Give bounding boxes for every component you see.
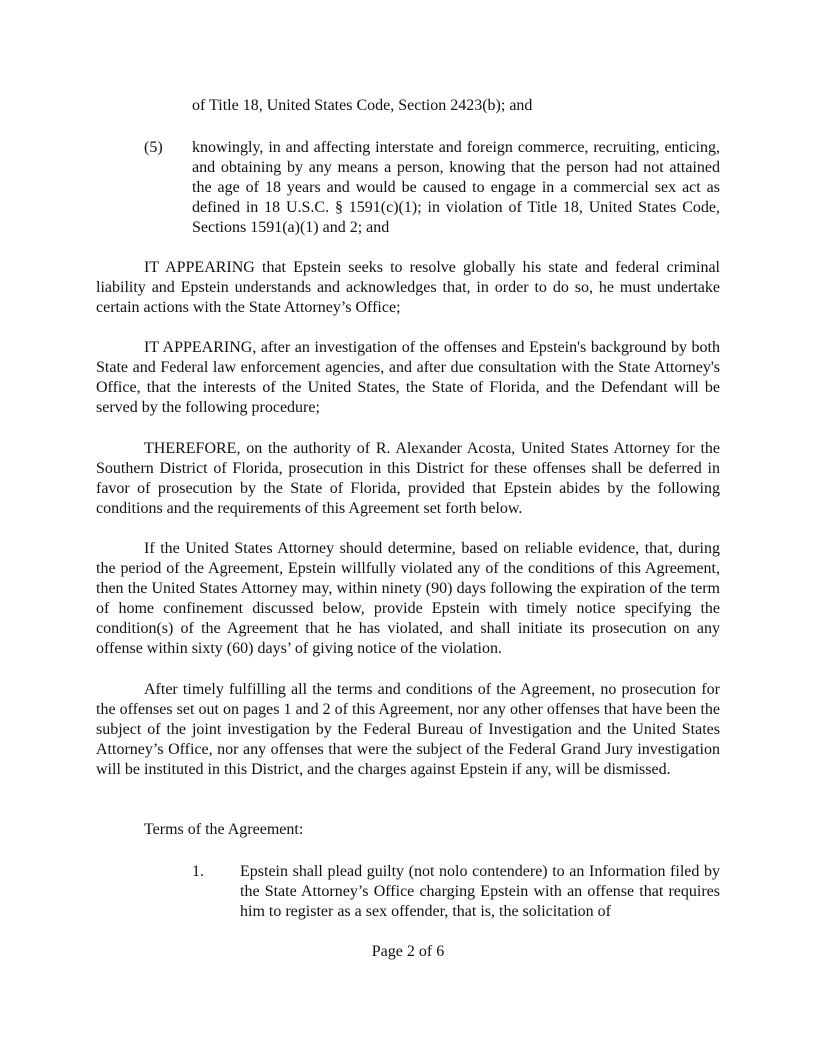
paragraph-no-prosecution: After timely fulfilling all the terms and conditions of the Agreement, no prosecution for the offenses set out on pages 1 and 2 of this Agreement, nor any other offenses that have been the subject of the joint investigation by the Federal Bureau of Investigation and the United States Attorney’s Office, nor any offenses that were the subject of the Federal Grand Jury investigation will be instituted in this District, and the charges against Epstein if any, will be dismissed. xyxy=(96,681,720,778)
item-1-number: 1. xyxy=(192,863,204,880)
paragraph-it-appearing-2: IT APPEARING, after an investigation of the offenses and Epstein's background by both State and Federal law enforcement agencies, and after due consultation with the State Attorney's Office, that the interests of the United States, the State of Florida, and the Defendant will be served by the following procedure; xyxy=(96,339,720,416)
item-5-text: knowingly, in and affecting interstate and foreign commerce, recruiting, enticing, and obtaining by any means a person, knowing that the person had not attained the age of 18 years and would be caused to engage in a commercial sex act as defined in 18 U.S.C. § 1591(c)(1); in violation of Title 18, United States Code, Sections 1591(a)(1) and 2; and xyxy=(192,139,720,236)
item-5-number: (5) xyxy=(144,139,163,156)
item-1-text: Epstein shall plead guilty (not nolo contendere) to an Information filed by the State Attorney’s Office charging Epstein with an offense that requires him to register as a sex offender, that is, the solicitation of xyxy=(240,863,720,920)
paragraph-therefore: THEREFORE, on the authority of R. Alexander Acosta, United States Attorney for the Southern District of Florida, prosecution in this District for these offenses shall be deferred in favor of prosecution by the State of Florida, provided that Epstein abides by the following conditions and the requirements of this Agreement set forth below. xyxy=(96,440,720,517)
paragraph-it-appearing-1: IT APPEARING that Epstein seeks to resolve globally his state and federal criminal liability and Epstein understands and acknowledges that, in order to do so, he must undertake certain actions with the State Attorney’s Office; xyxy=(96,259,720,316)
paragraph-violation: If the United States Attorney should determine, based on reliable evidence, that, during the period of the Agreement, Epstein willfully violated any of the conditions of this Agreement, then the United States Attorney may, within ninety (90) days following the expiration of the term of home confinement discussed below, provide Epstein with timely notice specifying the condition(s) of the Agreement that he has violated, and shall initiate its prosecution on any offense within sixty (60) days’ of giving notice of the violation. xyxy=(96,540,720,657)
terms-heading: Terms of the Agreement: xyxy=(144,821,304,838)
continuation-line: of Title 18, United States Code, Section 2423(b); and xyxy=(192,97,533,114)
page-number-footer: Page 2 of 6 xyxy=(371,943,445,960)
